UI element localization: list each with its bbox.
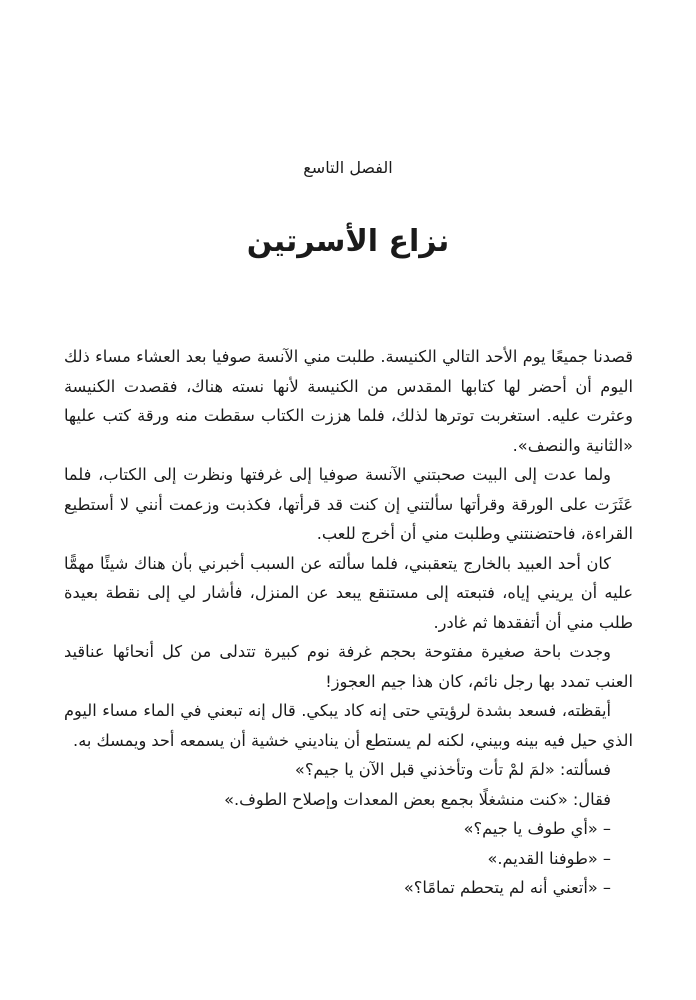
dialogue-line: – «أي طوف يا جيم؟» [463,819,611,838]
paragraph: وجدت باحة صغيرة مفتوحة بحجم غرفة نوم كبيرة تتدلى من كل أنحائها عناقيد العنب تمدد بها رجل نائم، كان هذا جيم العجوز! [64,642,633,691]
chapter-label: الفصل التاسع [303,158,393,177]
chapter-body [64,342,633,903]
paragraph: قصدنا جميعًا يوم الأحد التالي الكنيسة. طلبت مني الآنسة صوفيا بعد العشاء مساء ذلك اليوم أن أحضر لها كتابها المقدس من الكنيسة لأنها نسته هناك، فقصدت الكنيسة وعثرت عليه. استغربت توترها لذلك، فلما هززت الكتاب سقطت منه ورقة كتب عليها «الثانية والنصف». [64,347,633,455]
paragraph: كان أحد العبيد بالخارج يتعقبني، فلما سألته عن السبب أخبرني بأن هناك شيئًا مهمًّا عليه أن يريني إياه، فتبعته إلى مستنقع يبعد عن المنزل، فأشار لي إلى نقطة بعيدة طلب مني أن أتفقدها ثم غادر. [64,553,633,632]
chapter-title: نزاع الأسرتين [246,224,450,259]
dialogue-line: فقال: «كنت منشغلًا بجمع بعض المعدات وإصلاح الطوف.» [224,789,611,809]
dialogue-line: فسألته: «لمَ لمْ تأت وتأخذني قبل الآن يا جيم؟» [294,760,611,779]
dialogue-line: – «أتعني أنه لم يتحطم تمامًا؟» [403,878,611,897]
paragraph: أيقظته، فسعد بشدة لرؤيتي حتى إنه كاد يبكي. قال إنه تبعني في الماء مساء اليوم الذي حيل فيه بينه وبيني، لكنه لم يستطع أن يناديني خشية أن يسمعه أحد ويمسك به. [64,701,633,750]
dialogue-line: – «طوفنا القديم.» [487,848,611,868]
paragraph: ولما عدت إلى البيت صحبتني الآنسة صوفيا إلى غرفتها ونظرت إلى الكتاب، فلما عَثَرَت على الورقة وقرأتها سألتني إن كنت قد قرأتها، فكذبت وزعمت أنني لا أستطيع القراءة، فاحتضنتني وطلبت مني أن أخرج للعب. [64,465,633,543]
